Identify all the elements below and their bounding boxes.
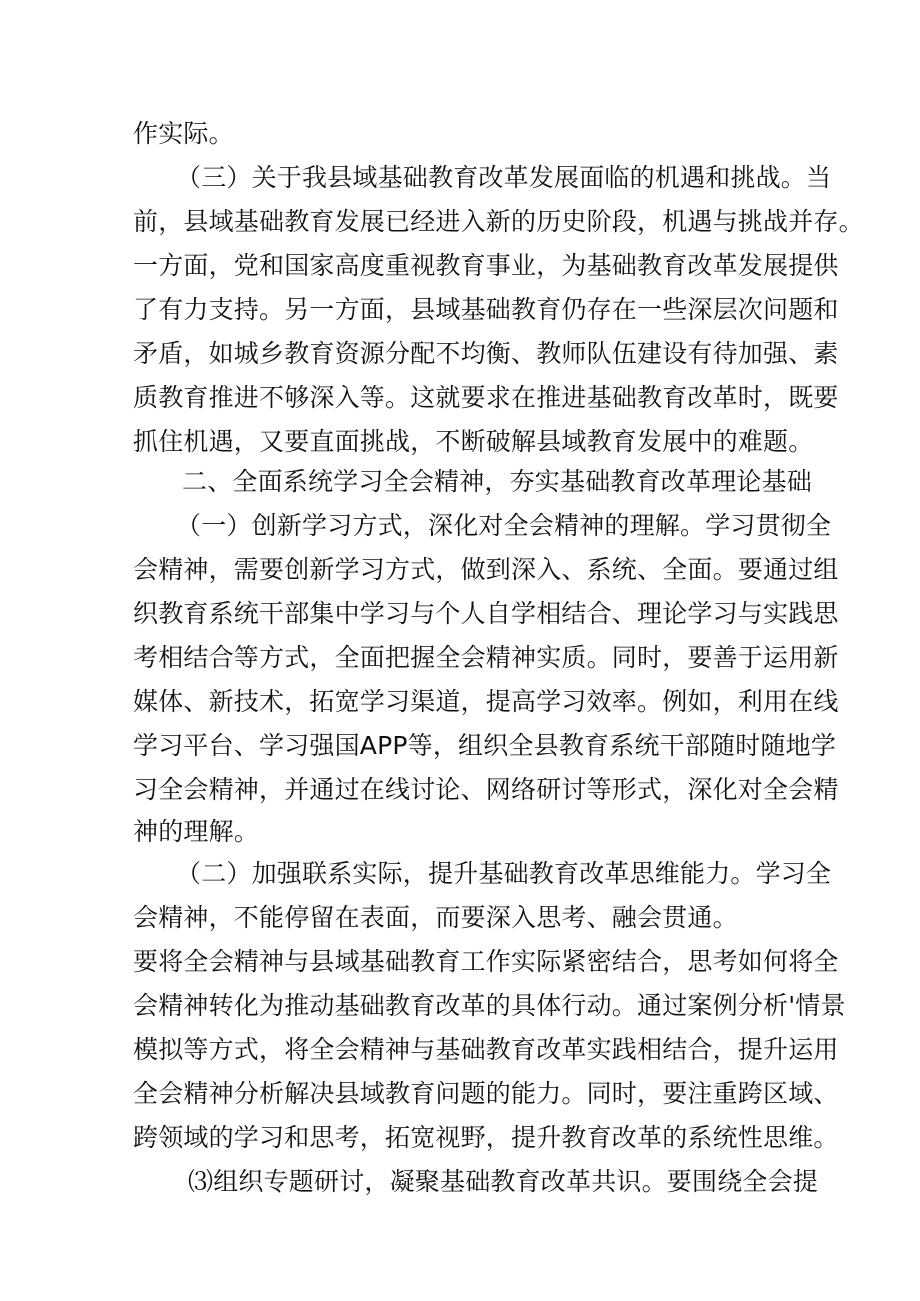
text-line: 考相结合等方式，全面把握全会精神实质。同时，要善于运用新 <box>133 643 839 672</box>
text-line: 要将全会精神与县域基础教育工作实际紧密结合，思考如何将全 <box>133 947 839 976</box>
section-heading-2: （二）加强联系实际，提升基础教育改革思维能力。学习全 <box>176 859 832 888</box>
text-line: 学习平台、学习强国APP等，组织全县教育系统干部随时随地学 <box>133 731 837 760</box>
text-line: 一方面，党和国家高度重视教育事业，为基础教育改革发展提供 <box>133 251 839 280</box>
text-line: 会精神转化为推动基础教育改革的具体行动。通过案例分析'情景 <box>133 991 846 1020</box>
text-line: 作实际。 <box>133 119 234 148</box>
text-line: 质教育推进不够深入等。这就要求在推进基础教育改革时，既要 <box>133 383 839 412</box>
text-line: 前，县域基础教育发展已经进入新的历史阶段，机遇与挑战并存。 <box>133 207 864 236</box>
text-line: 神的理解。 <box>133 817 260 846</box>
section-heading-3: （三）关于我县域基础教育改革发展面临的机遇和挑战。当 <box>176 163 832 192</box>
text-line: 模拟等方式，将全会精神与基础教育改革实践相结合，提升运用 <box>133 1035 839 1064</box>
chapter-heading-2: 二、全面系统学习全会精神，夯实基础教育改革理论基础 <box>182 467 813 496</box>
text-line: 会精神，不能停留在表面，而要深入思考、融会贯通。 <box>133 903 738 932</box>
text-line: 了有力支持。另一方面，县域基础教育仍存在一些深层次问题和 <box>133 295 839 324</box>
text-line: 媒体、新技术，拓宽学习渠道，提高学习效率。例如，利用在线 <box>133 687 839 716</box>
text-line: 习全会精神，并通过在线讨论、网络研讨等形式，深化对全会精 <box>133 775 839 804</box>
text-line: 抓住机遇，又要直面挑战，不断破解县域教育发展中的难题。 <box>133 427 814 456</box>
text-line: 矛盾，如城乡教育资源分配不均衡、教师队伍建设有待加强、素 <box>133 339 839 368</box>
section-heading-3b: ⑶组织专题研讨，凝聚基础教育改革共识。要围绕全会提 <box>188 1167 819 1196</box>
text-line: 会精神，需要创新学习方式，做到深入、系统、全面。要通过组 <box>133 555 839 584</box>
text-line: 织教育系统干部集中学习与个人自学相结合、理论学习与实践思 <box>133 599 839 628</box>
section-heading-1: （一）创新学习方式，深化对全会精神的理解。学习贯彻全 <box>176 511 832 540</box>
text-line: 跨领域的学习和思考，拓宽视野，提升教育改革的系统性思维。 <box>133 1123 839 1152</box>
text-line: 全会精神分析解决县域教育问题的能力。同时，要注重跨区域、 <box>133 1079 839 1108</box>
